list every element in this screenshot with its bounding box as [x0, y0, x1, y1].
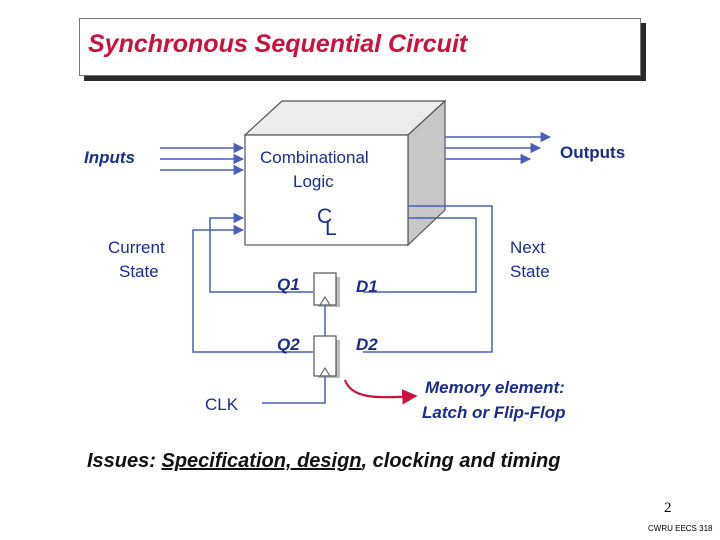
flip-flop-2-body: [314, 336, 336, 376]
issues-suffix: , clocking and timing: [361, 450, 561, 472]
current-state-label: State: [119, 262, 159, 281]
issues-line: [87, 450, 560, 473]
combinational-logic-block: [245, 101, 445, 245]
flip-flop-1-body: [314, 273, 336, 305]
next-label: Next: [510, 238, 545, 257]
next-state-label: State: [510, 262, 550, 281]
cl-symbol-c: C: [317, 205, 333, 228]
flip-flop-2: [314, 336, 340, 378]
issues-underlined: Specification, design: [161, 450, 362, 472]
current-label: Current: [108, 238, 165, 257]
q1-label: Q1: [277, 275, 300, 294]
clk-wire: [262, 376, 325, 403]
slide-title: Synchronous Sequential Circuit: [88, 30, 468, 58]
d2-label: D2: [356, 335, 378, 354]
d1-label: D1: [356, 277, 378, 296]
clk-label: CLK: [205, 395, 239, 414]
memory-element-label-1: Memory element:: [425, 378, 565, 397]
outputs-label: Outputs: [560, 143, 626, 162]
issues-prefix: Issues:: [87, 450, 162, 472]
flip-flop-1: [314, 273, 340, 307]
memory-annotation-arrow: [345, 380, 416, 397]
combinational-label: Combinational: [260, 148, 369, 167]
memory-element-label-2: Latch or Flip-Flop: [422, 403, 566, 422]
footer-course-code: CWRU EECS 318: [648, 524, 713, 533]
logic-label: Logic: [293, 172, 334, 191]
cl-symbol-l: L: [325, 217, 337, 240]
inputs-label: Inputs: [84, 148, 135, 167]
page-number: 2: [664, 500, 672, 516]
q2-label: Q2: [277, 335, 300, 354]
